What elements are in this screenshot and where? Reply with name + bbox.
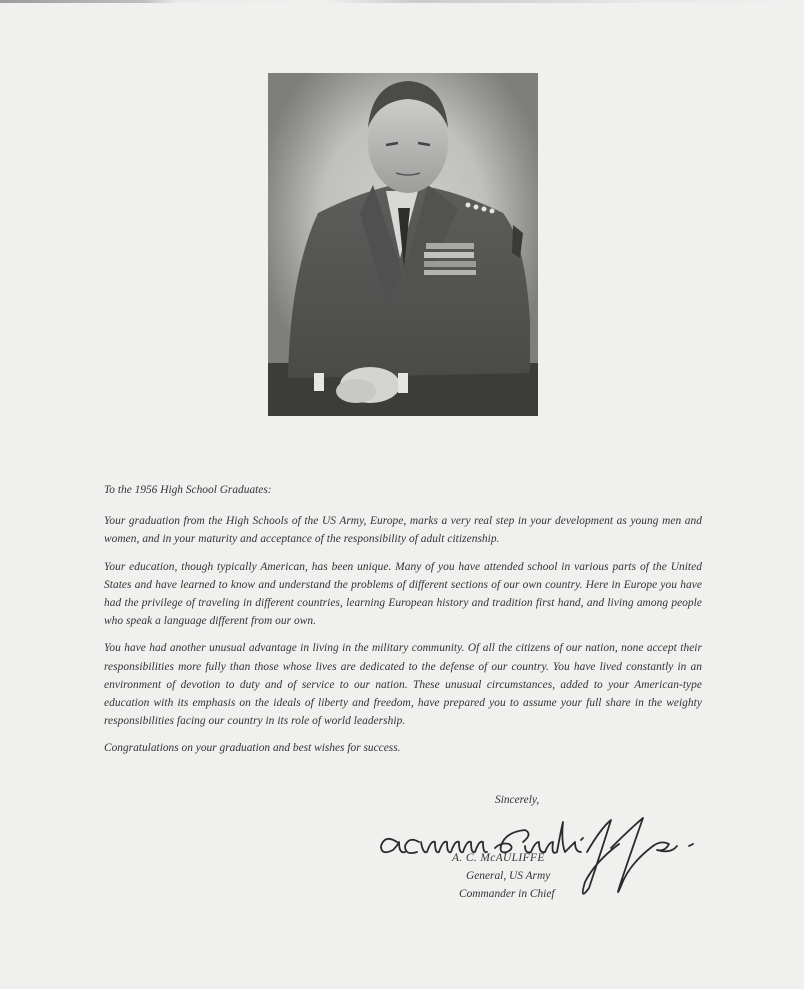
page-top-edge	[0, 0, 804, 3]
closing-line: Congratulations on your graduation and best wishes for success.	[104, 742, 401, 755]
salutation: To the 1956 High School Graduates:	[104, 484, 272, 496]
signatory-rank: General, US Army	[466, 870, 551, 882]
letter-paragraph: Your graduation from the High Schools of the US Army, Europe, marks a very real step in your development as young men and women, and in your maturity and acceptance of the responsibility of adult citizenship.	[104, 515, 702, 546]
letter-body	[104, 481, 702, 758]
signatory-title: Commander in Chief	[459, 888, 555, 900]
letter-paragraph: Your education, though typically American, has been unique. Many of you have attended school in various parts of the United States and have learned to know and understand the problems of different sections of our own country. Here in Europe you have had the privilege of traveling in different countries, learning European history and tradition first hand, and living among people who speak a language different from our own.	[104, 560, 702, 628]
letter-paragraph: You have had another unusual advantage in living in the military community. Of all the citizens of our nation, none accept their responsibilities more fully than those whose lives are dedicated to the defense of our country. You have lived constantly in an environment of devotion to duty and of service to our nation. These unusual circumstances, added to your American-type education with its emphasis on the ideals of liberty and freedom, have prepared you to assume your full share in the weighty responsibilities facing our country in its role of world leadership.	[104, 642, 702, 728]
portrait-image	[268, 73, 538, 416]
valediction: Sincerely,	[495, 794, 540, 806]
portrait-photo	[268, 73, 538, 416]
signatory-name: A. C. McAULIFFE	[452, 852, 545, 864]
signoff-block	[360, 790, 720, 910]
